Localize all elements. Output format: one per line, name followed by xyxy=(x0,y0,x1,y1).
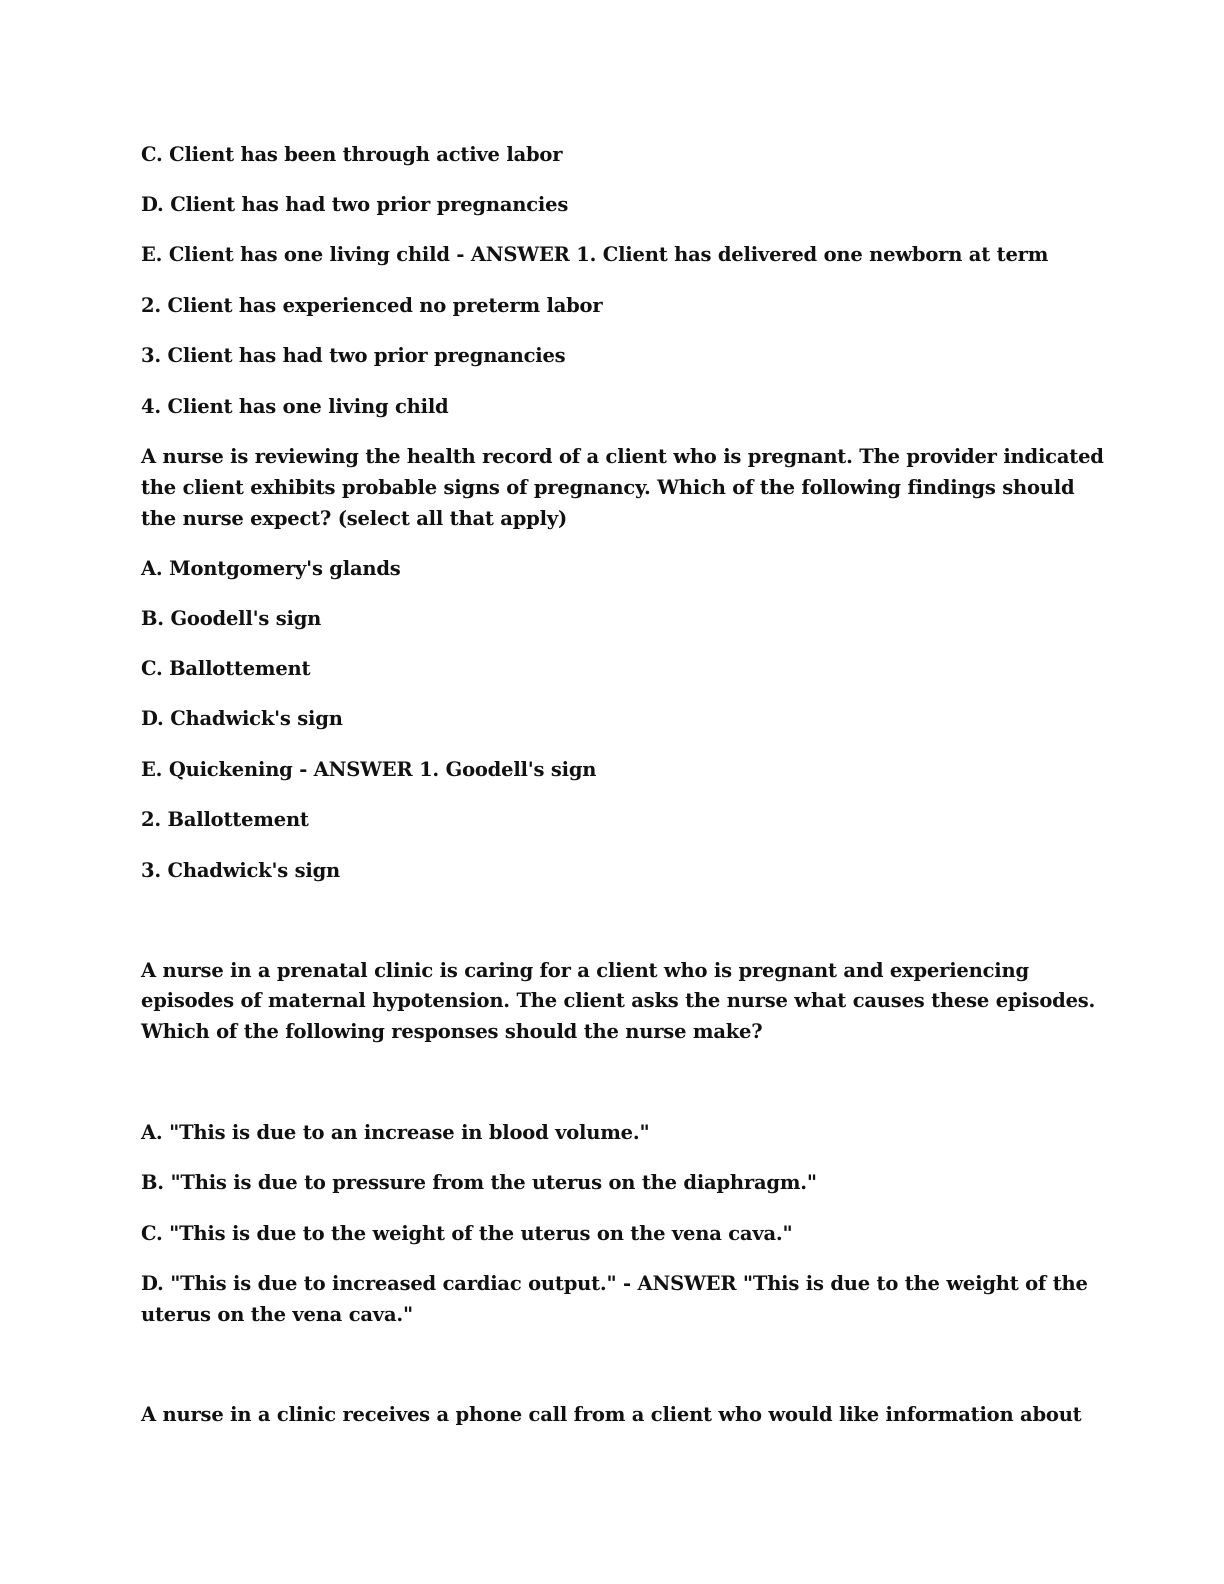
question-line: the nurse expect? (select all that apply) xyxy=(141,507,567,530)
answer-option-b: B. "This is due to pressure from the uterus on the diaphragm." xyxy=(141,1171,817,1194)
answer-option-a: A. "This is due to an increase in blood volume." xyxy=(141,1121,650,1144)
question-line: episodes of maternal hypotension. The client asks the nurse what causes these episodes. xyxy=(141,989,1096,1012)
answer-option-d: D. Chadwick's sign xyxy=(141,707,343,730)
question-line: A nurse in a prenatal clinic is caring for a client who is pregnant and experiencing xyxy=(141,959,1029,982)
answer-item-2: 2. Ballottement xyxy=(141,808,309,831)
answer-option-c: C. Client has been through active labor xyxy=(141,143,563,166)
answer-option-e-with-answer: E. Quickening - ANSWER 1. Goodell's sign xyxy=(141,758,597,781)
answer-item-2: 2. Client has experienced no preterm labor xyxy=(141,294,603,317)
answer-continuation: uterus on the vena cava." xyxy=(141,1303,413,1326)
answer-option-c: C. "This is due to the weight of the uterus on the vena cava." xyxy=(141,1222,793,1245)
answer-option-d-with-answer: D. "This is due to increased cardiac output." - ANSWER "This is due to the weight of the xyxy=(141,1272,1088,1295)
answer-option-c: C. Ballottement xyxy=(141,657,311,680)
answer-option-e-with-answer: E. Client has one living child - ANSWER 1. Client has delivered one newborn at term xyxy=(141,243,1049,266)
question-line: A nurse is reviewing the health record of a client who is pregnant. The provider indicated xyxy=(141,445,1104,468)
answer-item-3: 3. Chadwick's sign xyxy=(141,859,341,882)
answer-item-3: 3. Client has had two prior pregnancies xyxy=(141,344,566,367)
answer-option-a: A. Montgomery's glands xyxy=(141,557,401,580)
question-line: A nurse in a clinic receives a phone call from a client who would like information about xyxy=(141,1403,1082,1426)
answer-option-b: B. Goodell's sign xyxy=(141,607,322,630)
question-line: the client exhibits probable signs of pregnancy. Which of the following findings should xyxy=(141,476,1075,499)
answer-item-4: 4. Client has one living child xyxy=(141,395,449,418)
answer-option-d: D. Client has had two prior pregnancies xyxy=(141,193,569,216)
question-line: Which of the following responses should the nurse make? xyxy=(141,1020,763,1043)
